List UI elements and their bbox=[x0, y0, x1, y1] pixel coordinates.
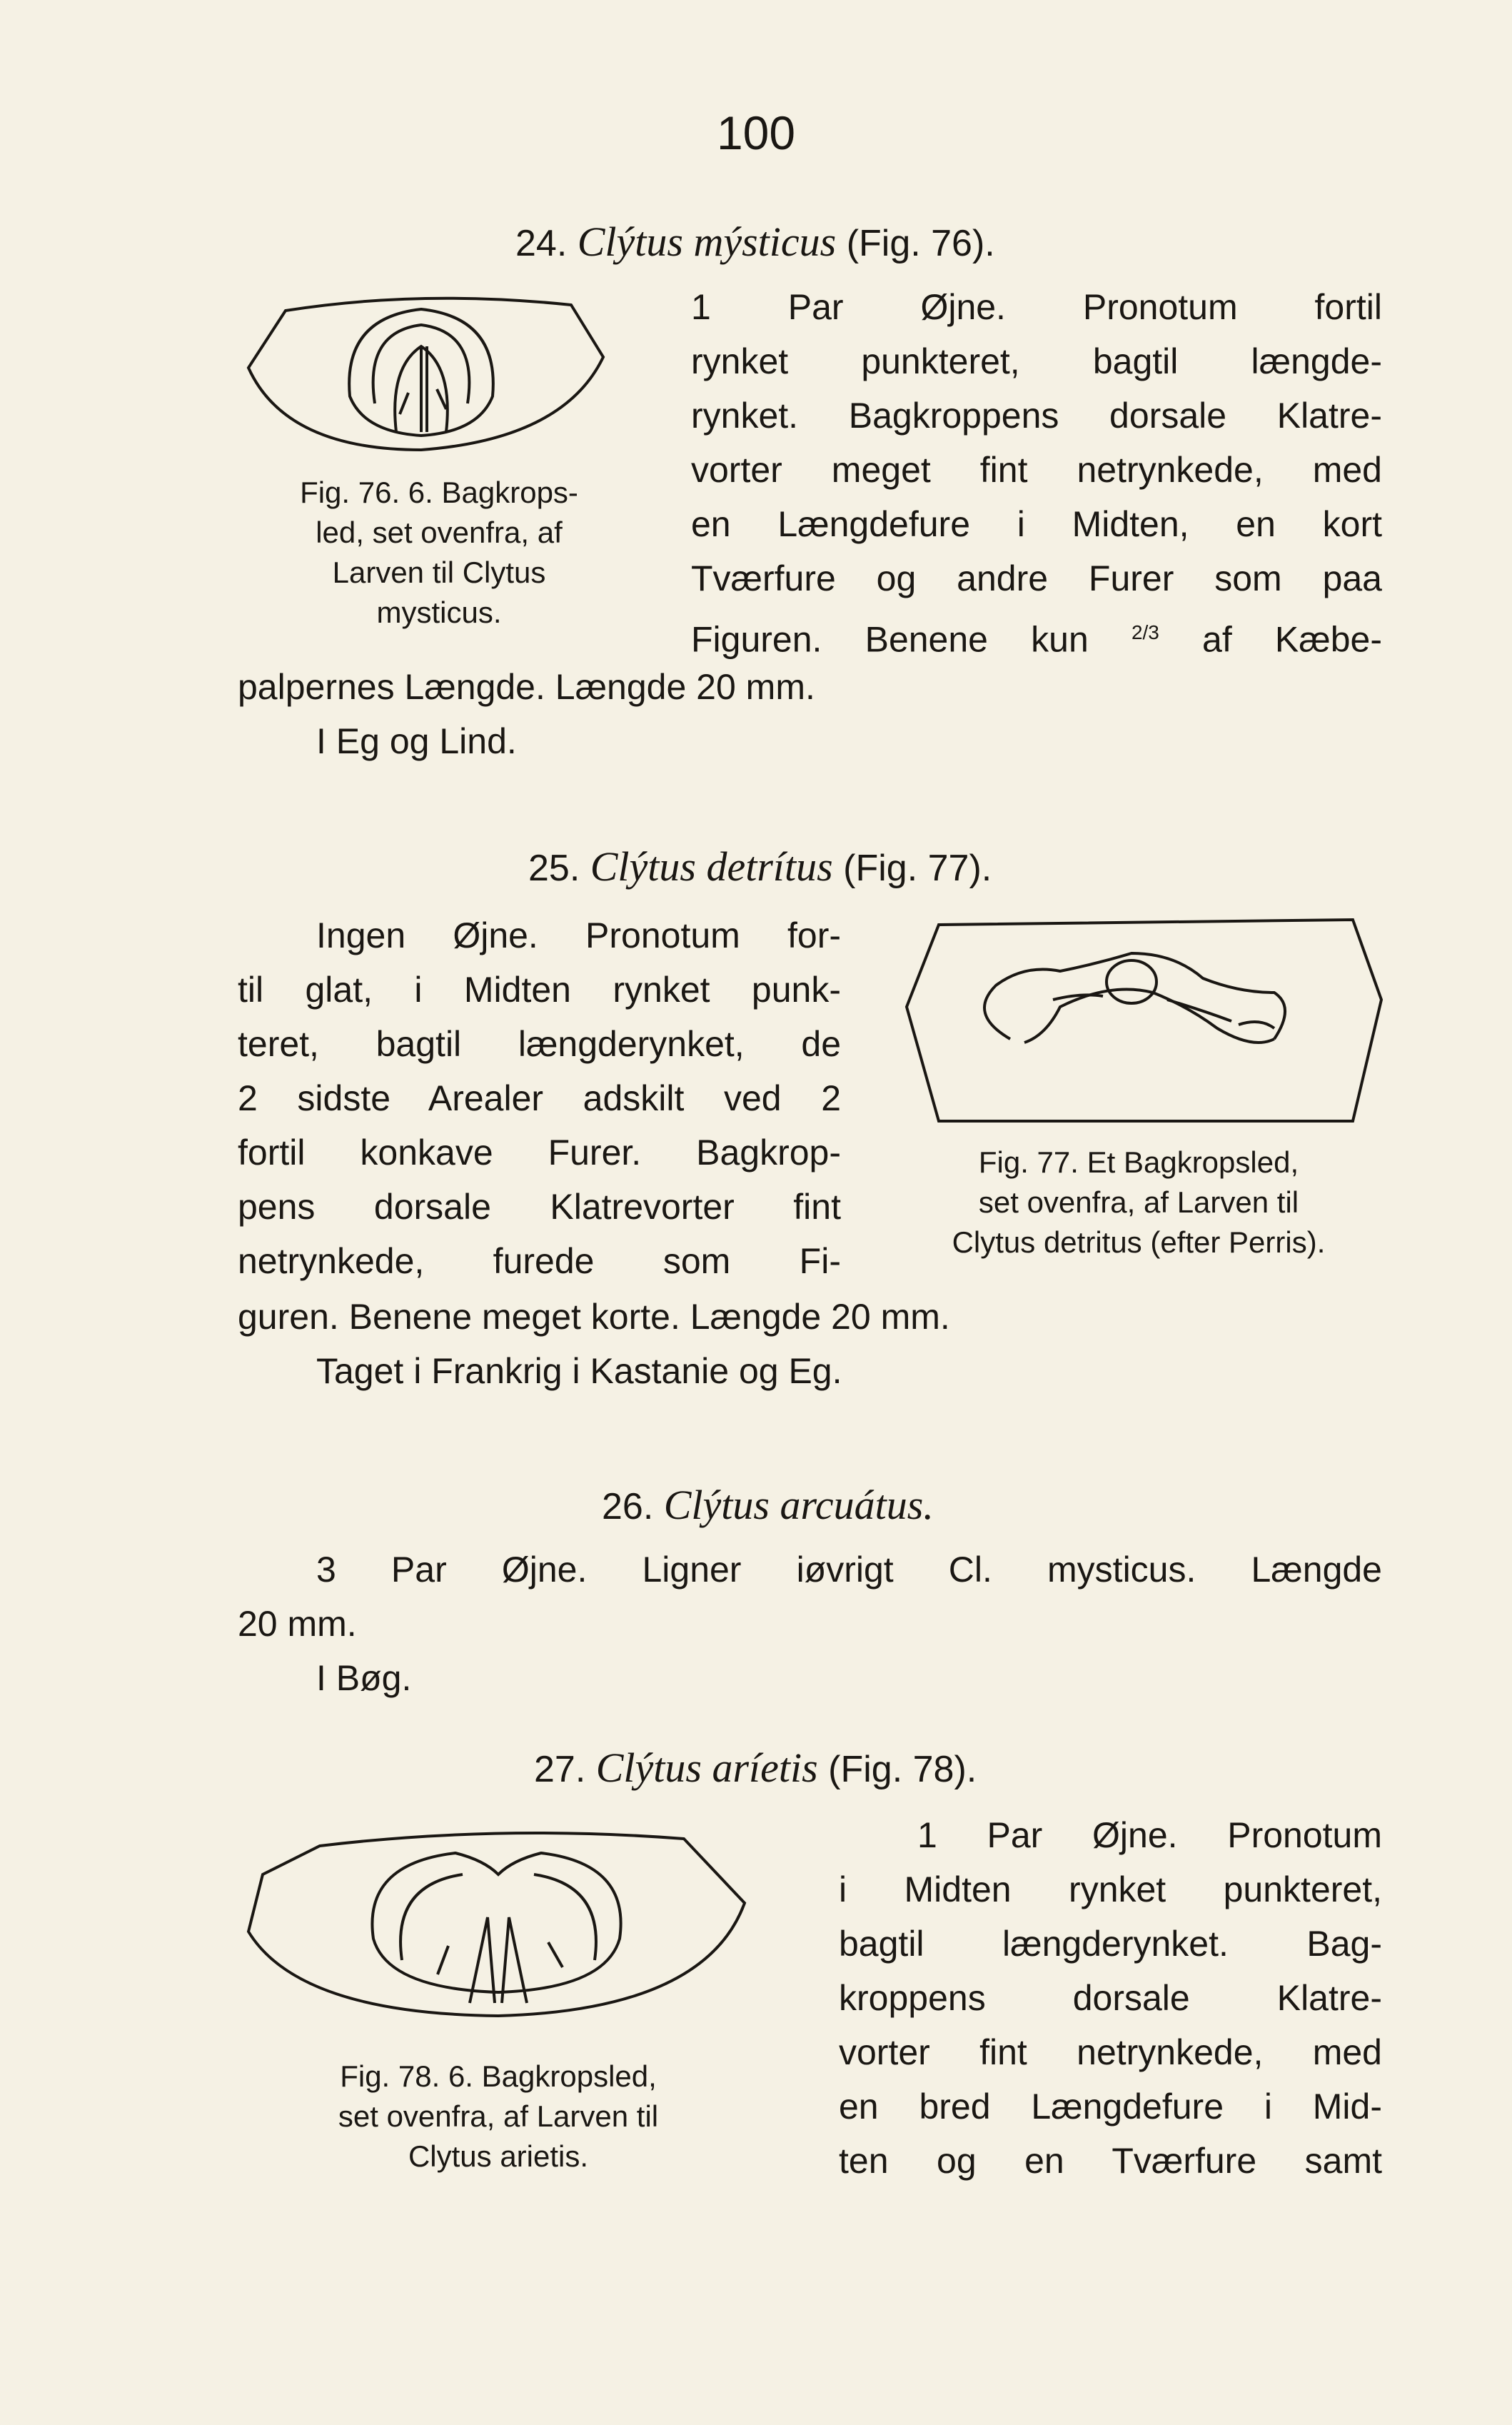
section-25-body: Ingen Øjne. Pronotum for- til glat, i Midten rynket punk- teret, bagtil længderynket, de 2 sidste Arealer adskilt ved 2 fortil konkave Furer. Bagkrop- pens dorsale Klatrevorter fint netrynkede, furede som Fi- bbox=[238, 915, 841, 1281]
figure-76-drawing bbox=[243, 289, 607, 461]
section-24-heading bbox=[515, 218, 995, 266]
section-26-heading bbox=[602, 1481, 934, 1529]
section-27-figref: (Fig. 78). bbox=[828, 1749, 977, 1790]
section-24-species: Clýtus mýsticus bbox=[577, 219, 837, 265]
figure-77-drawing bbox=[896, 914, 1381, 1128]
section-27-species: Clýtus aríetis bbox=[595, 1744, 818, 1791]
section-27-heading bbox=[534, 1744, 977, 1792]
section-24-line-8: palpernes Længde. Længde 20 mm. bbox=[238, 667, 815, 707]
section-26-line-1: 3 Par Øjne. Ligner iøvrigt Cl. mysticus. Længde bbox=[316, 1550, 1382, 1590]
figure-76-caption: Fig. 76. 6. Bagkrops- led, set ovenfra, af Larven til Clytus mysticus. bbox=[300, 476, 578, 629]
section-24-line-fraction: Figuren. Benene kun $^{2/3}$ af Kæbe- bbox=[691, 619, 1382, 660]
figure-78-drawing bbox=[241, 1824, 755, 2024]
page-number: 100 bbox=[716, 106, 796, 159]
section-26-species: Clýtus arcuátus. bbox=[663, 1482, 934, 1528]
section-25-species: Clýtus detrítus bbox=[590, 843, 833, 890]
section-26-number: 26. bbox=[602, 1486, 654, 1527]
section-25-line-9: Taget i Frankrig i Kastanie og Eg. bbox=[316, 1351, 842, 1391]
figure-78-caption: Fig. 78. 6. Bagkropsled, set ovenfra, af Larven til Clytus arietis. bbox=[338, 2059, 659, 2173]
section-25-number: 25. bbox=[528, 848, 580, 889]
section-24-number: 24. bbox=[515, 223, 568, 264]
section-25-figref: (Fig. 77). bbox=[843, 848, 992, 889]
section-26-line-3: I Bøg. bbox=[316, 1658, 412, 1698]
section-24-figref: (Fig. 76). bbox=[846, 223, 995, 264]
section-24-body: 1 Par Øjne. Pronotum fortil rynket punkteret, bagtil længde- rynket. Bagkroppens dorsale Klatre- vorter meget fint netrynkede, med en Længdefure i Midten, en kort Tværfure og andre Furer som paa Figuren. Benene kun $^{2/3}$ af Kæbe- bbox=[691, 280, 1382, 667]
section-25-line-8: guren. Benene meget korte. Længde 20 mm. bbox=[238, 1297, 950, 1337]
section-25-heading bbox=[528, 843, 992, 890]
section-27-number: 27. bbox=[534, 1749, 586, 1790]
section-26-line-2: 20 mm. bbox=[238, 1604, 357, 1644]
section-27-body: 1 Par Øjne. Pronotum i Midten rynket punkteret, bagtil længderynket. Bag- kroppens dorsale Klatre- vorter fint netrynkede, med en bred Længdefure i Mid- ten og en Tværfure samt bbox=[839, 1815, 1382, 2181]
fraction-two-thirds: 2/3 bbox=[1131, 621, 1159, 643]
figure-77-caption: Fig. 77. Et Bagkropsled, set ovenfra, af Larven til Clytus detritus (efter Perris). bbox=[952, 1145, 1326, 1259]
section-24-line-9: I Eg og Lind. bbox=[316, 721, 517, 761]
